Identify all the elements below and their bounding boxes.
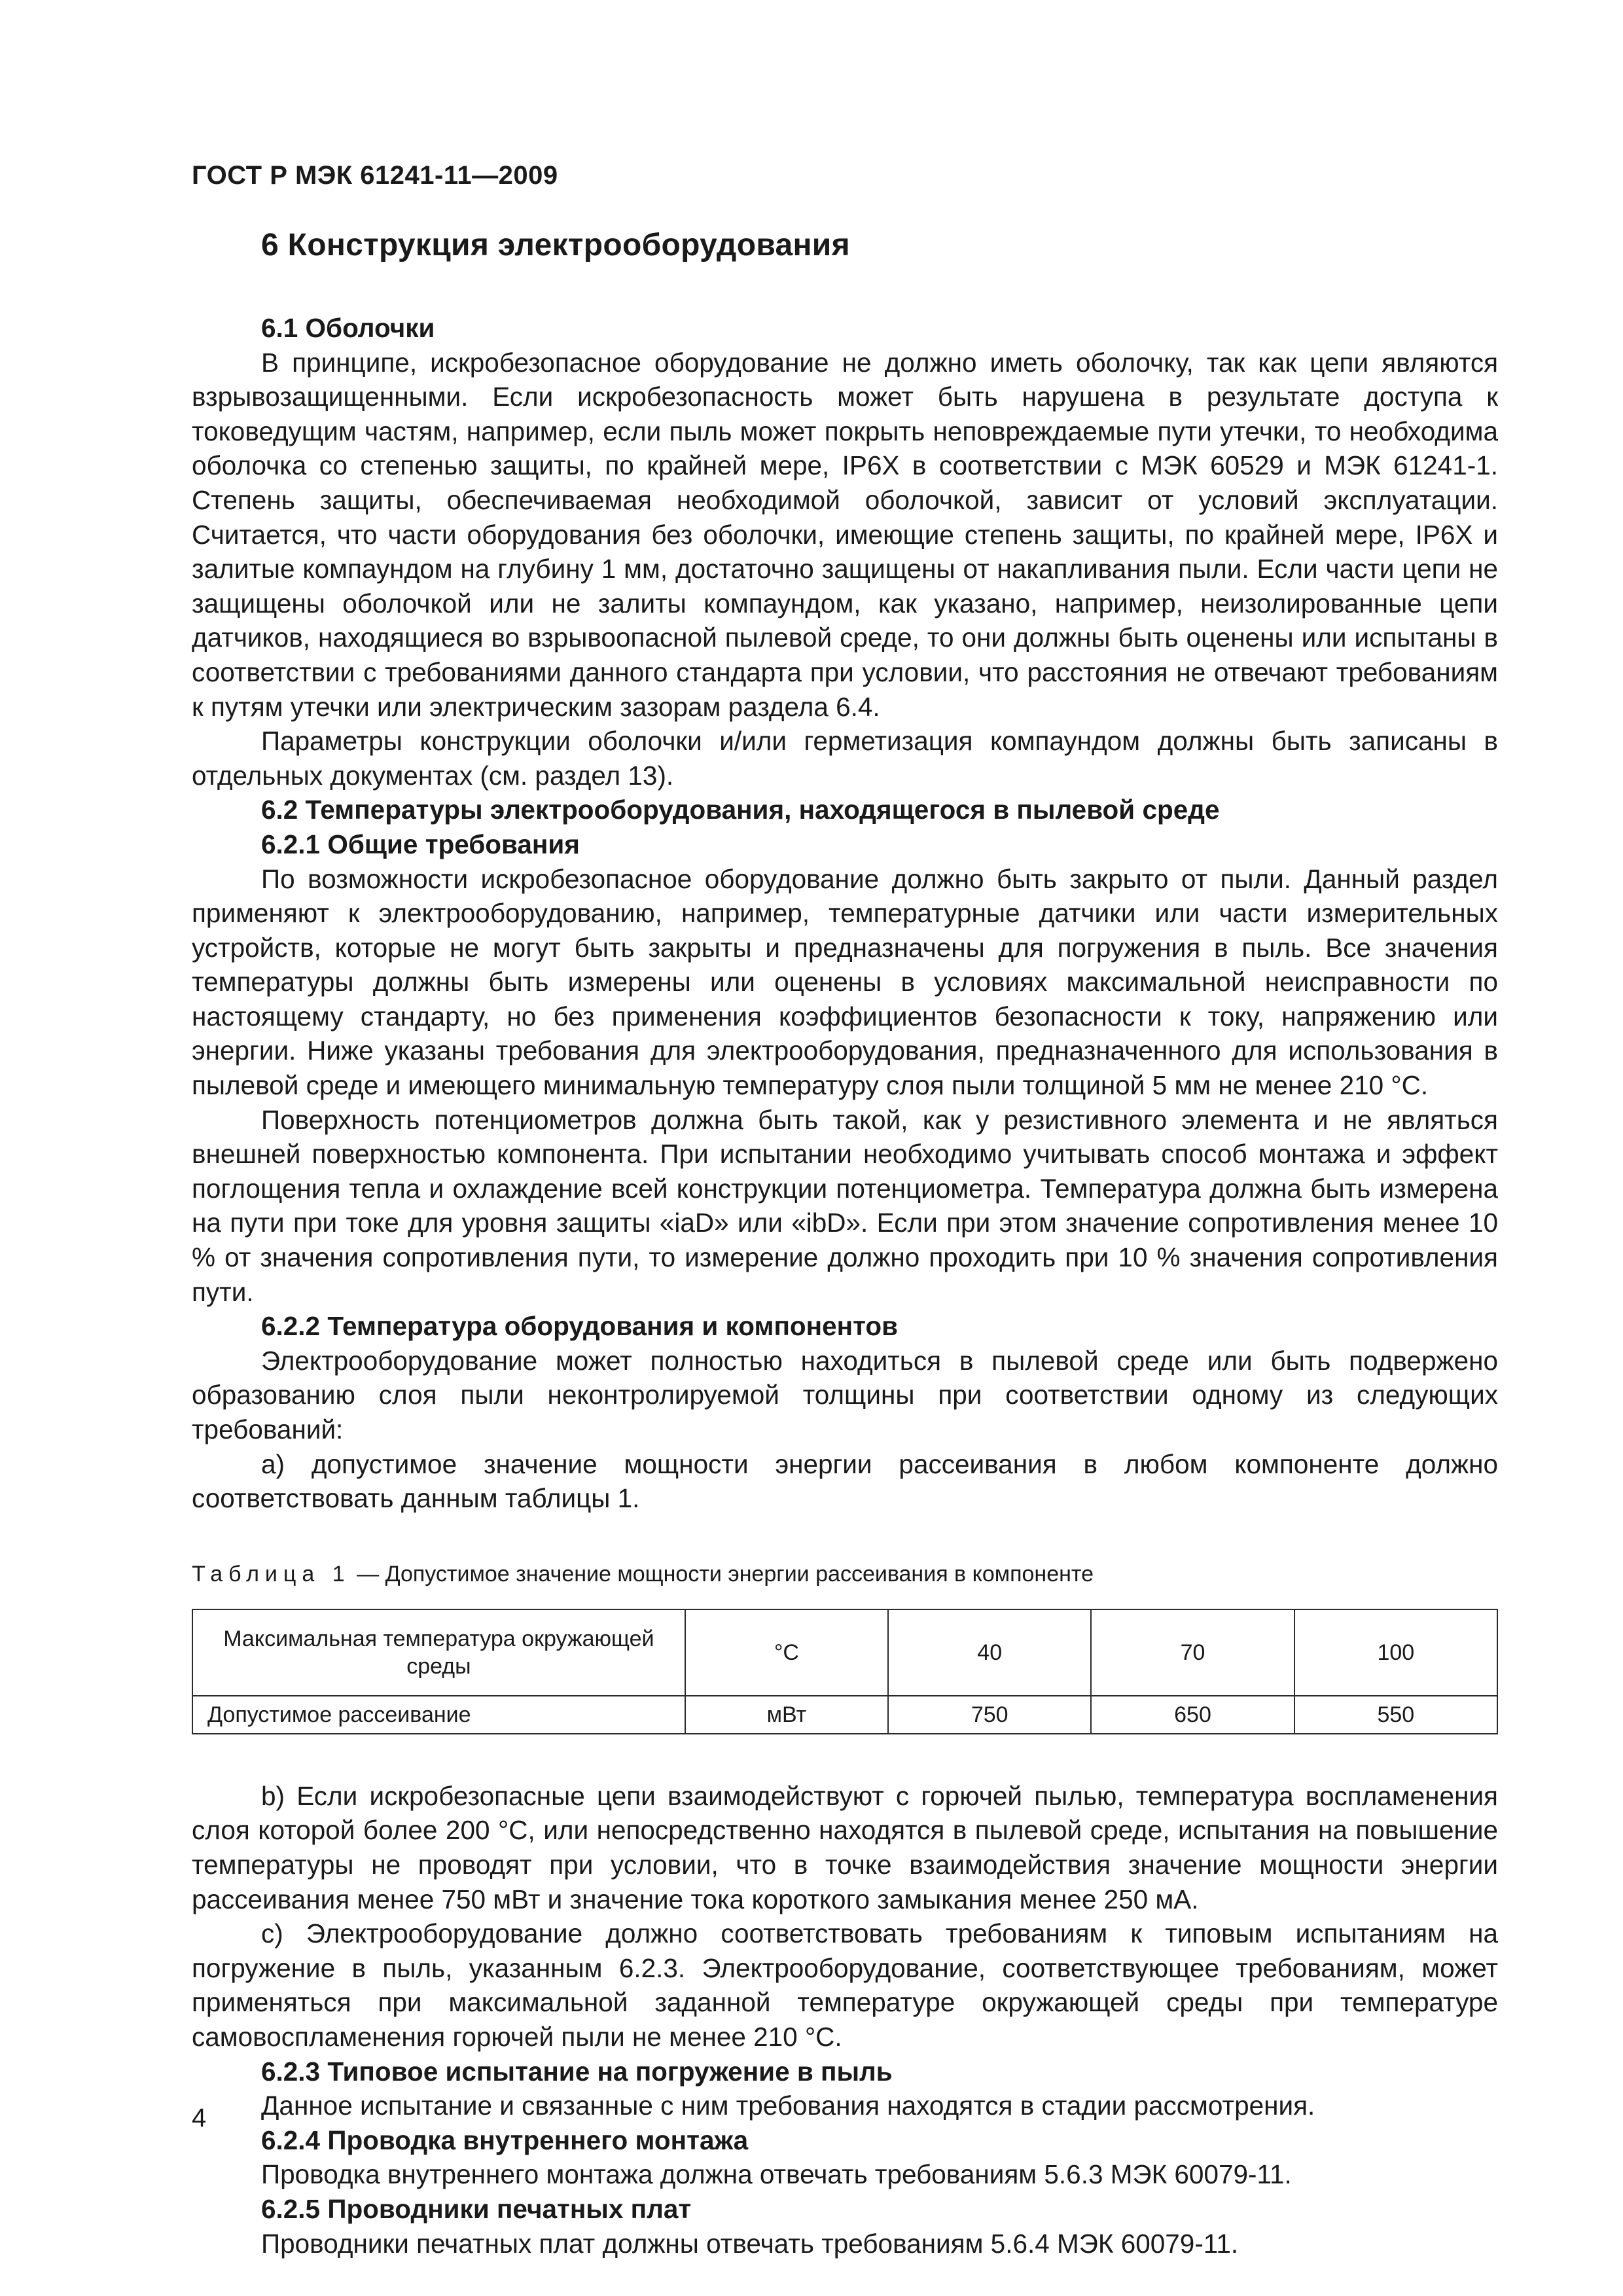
- heading-6-2-4: 6.2.4 Проводка внутреннего монтажа: [261, 2125, 749, 2155]
- table-cell: 100: [1294, 1609, 1497, 1696]
- table-cell: 650: [1091, 1696, 1294, 1734]
- table-1: [192, 1609, 1498, 1734]
- paragraph-6-1-b: Параметры конструкции оболочки и/или герметизация компаундом должны быть записаны в отдельных документах (см. раздел 13).: [192, 726, 1498, 791]
- paragraph-6-2-3: Данное испытание и связанные с ним требования находятся в стадии рассмотрения.: [261, 2090, 1315, 2121]
- table-caption-text: — Допустимое значение мощности энергии рассеивания в компоненте: [350, 1561, 1094, 1587]
- section-title: 6 Конструкция электрооборудования: [261, 228, 850, 262]
- table-caption-label: Таблица 1: [192, 1561, 351, 1587]
- table-cell: 40: [888, 1609, 1091, 1696]
- document-body: [192, 226, 1498, 2261]
- page-number: 4: [192, 2104, 207, 2132]
- table-cell: Допустимое рассеивание: [192, 1696, 685, 1734]
- list-item-c: c) Электрооборудование должно соответствовать требованиям к типовым испытаниям на погружение в пыль, указанным 6.2.3. Электрооборудование, соответствующее требованиям, может применяться при максимальной заданной температуре окружающей среды при температуре самовоспламенения горючей пыли не менее 210 °С.: [192, 1918, 1498, 2052]
- heading-6-2-5: 6.2.5 Проводники печатных плат: [261, 2193, 692, 2224]
- heading-6-2-2: 6.2.2 Температура оборудования и компонентов: [261, 1311, 899, 1342]
- table-cell: 550: [1294, 1696, 1497, 1734]
- paragraph-6-2-1-a: По возможности искробезопасное оборудование должно быть закрыто от пыли. Данный раздел применяют к электрооборудованию, например, температурные датчики или части измерительных устройств, которые не могут быть закрыты и предназначены для погружения в пыль. Все значения температуры должны быть измерены или оценены в условиях максимальной неисправности по настоящему стандарту, но без применения коэффициентов безопасности к току, напряжению или энергии. Ниже указаны требования для электрооборудования, предназначенного для использования в пылевой среде и имеющего минимальную температуру слоя пыли толщиной 5 мм не менее 210 °С.: [192, 863, 1498, 1101]
- table-row: [192, 1696, 1497, 1734]
- table-cell: Максимальная температура окружающей среды: [192, 1609, 685, 1696]
- paragraph-6-2-4: Проводка внутреннего монтажа должна отвечать требованиям 5.6.3 МЭК 60079-11.: [261, 2159, 1292, 2190]
- list-item-b: b) Если искробезопасные цепи взаимодействуют с горючей пылью, температура воспламенения слоя которой более 200 °С, или непосредственно находятся в пылевой среде, испытания на повышение температуры не проводят при условии, что в точке взаимодействия значение мощности энергии рассеивания менее 750 мВт и значение тока короткого замыкания менее 250 мА.: [192, 1780, 1498, 1914]
- table-caption: [192, 1559, 1498, 1589]
- table-cell: 70: [1091, 1609, 1294, 1696]
- list-item-a: a) допустимое значение мощности энергии рассеивания в любом компоненте должно соответствовать данным таблицы 1.: [192, 1448, 1498, 1514]
- table-cell: °С: [685, 1609, 888, 1696]
- table-row: [192, 1609, 1497, 1696]
- paragraph-6-1-a: В принципе, искробезопасное оборудование не должно иметь оболочку, так как цепи являются взрывозащищенными. Если искробезопасность может быть нарушена в результате доступа к токоведущим частям, например, если пыль может покрыть неповреждаемые пути утечки, то необходима оболочка со степенью защиты, по крайней мере, IP6X в соответствии с МЭК 60529 и МЭК 61241-1. Степень защиты, обеспечиваемая необходимой оболочкой, зависит от условий эксплуатации. Считается, что части оборудования без оболочки, имеющие степень защиты, по крайней мере, IP6X и залитые компаундом на глубину 1 мм, достаточно защищены от накапливания пыли. Если части цепи не защищены оболочкой или не залиты компаундом, как указано, например, неизолированные цепи датчиков, находящиеся во взрывоопасной пылевой среде, то они должны быть оценены или испытаны в соответствии с требованиями данного стандарта при условии, что расстояния не отвечают требованиям к путям утечки или электрическим зазорам раздела 6.4.: [192, 347, 1498, 722]
- heading-6-2-1: 6.2.1 Общие требования: [261, 829, 580, 859]
- heading-6-1: 6.1 Оболочки: [261, 313, 435, 343]
- paragraph-6-2-2: Электрооборудование может полностью находиться в пылевой среде или быть подвержено образованию слоя пыли неконтролируемой толщины при соответствии одному из следующих требований:: [192, 1345, 1498, 1444]
- document-code: ГОСТ Р МЭК 61241-11—2009: [192, 161, 558, 190]
- paragraph-6-2-5: Проводники печатных плат должны отвечать требованиям 5.6.4 МЭК 60079-11.: [261, 2228, 1239, 2259]
- paragraph-6-2-1-b: Поверхность потенциометров должна быть такой, как у резистивного элемента и не являться внешней поверхностью компонента. При испытании необходимо учитывать способ монтажа и эффект поглощения тепла и охлаждение всей конструкции потенциометра. Температура должна быть измерена на пути при токе для уровня защиты «iaD» или «ibD». Если при этом значение сопротивления менее 10 % от значения сопротивления пути, то измерение должно проходить при 10 % значения сопротивления пути.: [192, 1104, 1498, 1307]
- heading-6-2: 6.2 Температуры электрооборудования, находящегося в пылевой среде: [261, 795, 1220, 825]
- table-cell: 750: [888, 1696, 1091, 1734]
- table-cell: мВт: [685, 1696, 888, 1734]
- heading-6-2-3: 6.2.3 Типовое испытание на погружение в пыль: [261, 2056, 893, 2087]
